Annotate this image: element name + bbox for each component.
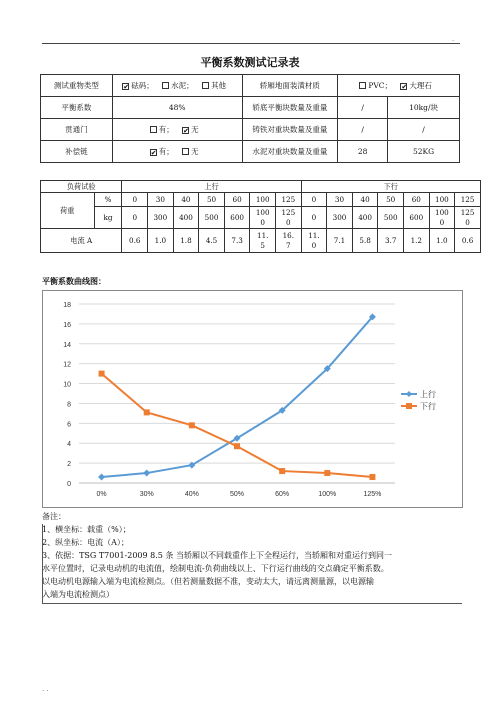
pct-unit: % — [94, 193, 122, 207]
x-tick-label: 30% — [139, 491, 154, 498]
table-cell: 50 — [378, 193, 404, 207]
notes-border — [42, 524, 462, 604]
table-cell: 0 — [122, 193, 148, 207]
balance-curve-chart — [43, 291, 462, 507]
checkbox-checked-icon[interactable]: ✔ — [150, 148, 157, 157]
cement-block-label: 水泥对重块数量及重量 — [242, 141, 338, 163]
table-cell: 100 — [429, 193, 455, 207]
page-header-rule — [42, 43, 460, 44]
table-cell: 1.8 — [173, 229, 199, 253]
table-cell: 125 0 — [455, 207, 481, 229]
notes-line: 以电动机电源输入端为电流检测点。（但若测量数据不准，变动太大，请远离测量源，以电源输 — [42, 577, 374, 586]
notes-line: 1、横坐标：载重（%）； — [42, 525, 131, 534]
weight-type-label: 测试重物类型 — [41, 75, 113, 97]
table-cell: 400 — [173, 207, 199, 229]
table-cell: 0 — [301, 207, 327, 229]
data-point-down — [324, 470, 330, 476]
y-tick-label: 14 — [63, 341, 71, 349]
checkbox-checked-icon[interactable]: ✔ — [183, 126, 189, 135]
cement-block-count: 28 — [338, 141, 388, 163]
load-test-label: 负荷试验 — [41, 181, 122, 193]
table-cell: 100 0 — [429, 207, 455, 229]
checkbox-empty-icon[interactable] — [359, 82, 366, 89]
option-cement[interactable]: 水泥； — [162, 81, 194, 90]
notes-line: 2、纵坐标：电流（A）； — [42, 538, 129, 547]
chart-section-title: 平衡系数曲线图： — [42, 276, 106, 286]
table-cell: 125 — [276, 193, 302, 207]
option-other[interactable]: 其他 — [202, 81, 226, 90]
info-row-weight-type — [41, 75, 460, 97]
table-cell: 500 — [199, 207, 225, 229]
cast-iron-block-label: 铸铁对重块数量及重量 — [242, 119, 338, 141]
info-row-balance — [41, 97, 460, 119]
table-cell: 100 — [250, 193, 276, 207]
cast-iron-block-weight: / — [388, 119, 460, 141]
kg-unit: kg — [94, 207, 122, 229]
y-tick-label: 0 — [67, 481, 71, 488]
page-mark-top: . — [452, 35, 455, 43]
chart-frame — [42, 290, 463, 508]
car-bottom-block-label: 轿底平衡块数量及重量 — [242, 97, 338, 119]
data-point-down — [279, 468, 285, 474]
data-point-down — [369, 474, 375, 480]
y-tick-label: 8 — [67, 401, 71, 409]
table-cell: 4.5 — [199, 229, 225, 253]
floor-material-label: 轿厢地面装潢材质 — [242, 75, 338, 97]
y-tick-label: 12 — [63, 361, 71, 369]
notes-line: 3、依据：TSG T7001-2009 8.5 条 当轿厢以不同载重作上下全程运行，当轿厢和对重运行到同一 — [42, 551, 392, 560]
cast-iron-block-count: / — [338, 119, 388, 141]
balance-coefficient-label: 平衡系数 — [41, 97, 113, 119]
table-cell: 1.0 — [429, 229, 455, 253]
down-direction-label: 下行 — [301, 181, 480, 193]
table-cell: 30 — [148, 193, 174, 207]
cement-block-weight: 52KG — [388, 141, 460, 163]
y-tick-label: 16 — [63, 321, 71, 329]
data-point-up — [143, 470, 150, 477]
table-cell: 11. 5 — [250, 229, 276, 253]
x-tick-label: 40% — [184, 491, 199, 498]
y-tick-label: 4 — [67, 441, 71, 449]
current-row — [41, 229, 481, 253]
table-cell: 50 — [199, 193, 225, 207]
option-weights[interactable]: ✔ 砝码； — [123, 80, 154, 91]
x-tick-label: 125% — [363, 491, 382, 498]
load-pct-row — [41, 193, 481, 207]
notes-heading: 备注： — [42, 512, 66, 521]
option-marble[interactable]: ✔ 大理石 — [401, 80, 432, 91]
data-point-down — [99, 371, 105, 377]
info-table — [40, 74, 460, 163]
table-cell: 16. 7 — [276, 229, 302, 253]
table-cell: 0.6 — [122, 229, 148, 253]
weight-type-options — [112, 75, 242, 97]
load-kg-row — [41, 207, 481, 229]
option-pvc[interactable]: PVC； — [359, 81, 392, 90]
up-direction-label: 上行 — [122, 181, 301, 193]
checkbox-empty-icon[interactable] — [182, 148, 189, 155]
table-cell: 3.7 — [378, 229, 404, 253]
table-cell: 60 — [403, 193, 429, 207]
table-cell: 500 — [378, 207, 404, 229]
table-cell: 5.8 — [352, 229, 378, 253]
table-cell: 400 — [352, 207, 378, 229]
page-mark-bottom: . . — [42, 685, 49, 693]
y-tick-label: 2 — [67, 461, 71, 469]
table-cell: 7.3 — [224, 229, 250, 253]
document-title: 平衡系数测试记录表 — [200, 56, 300, 69]
table-cell: 1.2 — [403, 229, 429, 253]
option-chain-yes[interactable]: ✔ 有； — [150, 146, 174, 157]
data-point-down — [234, 443, 240, 449]
table-cell: 300 — [327, 207, 353, 229]
data-point-down — [144, 409, 150, 415]
option-chain-no[interactable]: 无 — [182, 147, 199, 156]
through-door-options — [112, 119, 242, 141]
car-bottom-block-weight: 10kg/块 — [388, 97, 460, 119]
table-cell: 600 — [403, 207, 429, 229]
table-cell: 0 — [122, 207, 148, 229]
table-cell: 40 — [352, 193, 378, 207]
table-cell: 40 — [173, 193, 199, 207]
table-cell: 1.0 — [148, 229, 174, 253]
x-tick-label: 100% — [318, 491, 337, 498]
table-cell: 30 — [327, 193, 353, 207]
series-line-down — [102, 374, 373, 477]
table-cell: 0 — [301, 193, 327, 207]
table-cell: 125 0 — [276, 207, 302, 229]
legend-marker — [406, 403, 412, 409]
car-bottom-block-count: / — [338, 97, 388, 119]
table-cell: 125 — [455, 193, 481, 207]
info-row-through-door — [41, 119, 460, 141]
table-cell: 11. 0 — [301, 229, 327, 253]
table-cell: 60 — [224, 193, 250, 207]
legend-label: 上行 — [420, 390, 436, 399]
compensation-chain-label: 补偿链 — [41, 141, 113, 163]
checkbox-empty-icon[interactable] — [162, 82, 169, 89]
legend-label: 下行 — [420, 402, 436, 411]
checkbox-empty-icon[interactable] — [202, 82, 209, 89]
checkbox-empty-icon[interactable] — [150, 126, 157, 133]
through-door-label: 贯通门 — [41, 119, 113, 141]
load-header-row — [41, 181, 481, 193]
x-tick-label: 0% — [96, 491, 107, 498]
load-label: 荷重 — [41, 193, 95, 229]
table-cell: 7.1 — [327, 229, 353, 253]
checkbox-checked-icon[interactable]: ✔ — [401, 82, 408, 91]
data-point-down — [189, 422, 195, 428]
y-tick-label: 18 — [63, 302, 71, 309]
table-cell: 0.6 — [455, 229, 481, 253]
floor-material-options — [338, 75, 460, 97]
legend-marker — [406, 391, 412, 397]
x-tick-label: 60% — [275, 491, 290, 498]
load-test-table — [40, 180, 481, 253]
option-through-door-no[interactable]: ✔ 无 — [183, 124, 199, 135]
table-cell: 300 — [148, 207, 174, 229]
info-row-compensation-chain — [41, 141, 460, 163]
checkbox-checked-icon[interactable]: ✔ — [123, 82, 130, 91]
compensation-chain-options — [112, 141, 242, 163]
data-point-up — [98, 474, 105, 481]
x-tick-label: 50% — [229, 491, 245, 498]
series-line-up — [102, 317, 373, 477]
balance-coefficient-value: 48% — [112, 97, 242, 119]
notes-line: 入端为电流检测点） — [42, 590, 114, 599]
y-tick-label: 6 — [67, 421, 71, 429]
option-through-door-yes[interactable]: 有； — [150, 125, 174, 134]
notes-line: 水平位置时，记录电动机的电流值，绘制电流-负荷曲线以上、下行运行曲线的交点确定平衡系数。 — [42, 564, 389, 573]
table-cell: 100 0 — [250, 207, 276, 229]
current-label: 电流 A — [41, 229, 122, 253]
y-tick-label: 10 — [63, 381, 71, 389]
table-cell: 600 — [224, 207, 250, 229]
